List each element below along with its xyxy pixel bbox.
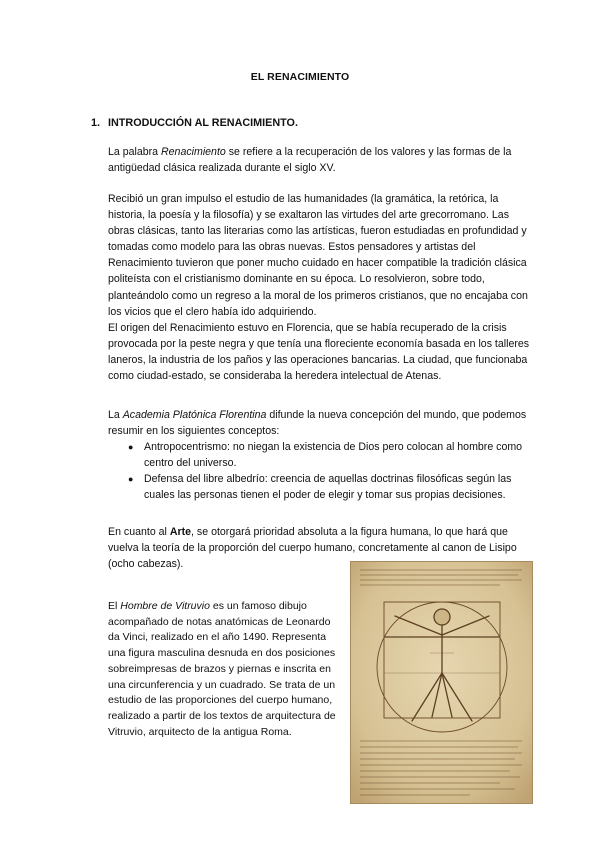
paragraph-academy	[108, 407, 530, 439]
document-title: EL RENACIMIENTO	[250, 71, 350, 83]
paragraph-definition-text-a: La palabra	[108, 146, 162, 158]
list-item-text: Defensa del libre albedrío: creencia de aquellas doctrinas filosóficas según las cuales las personas tienen el poder de elegir y tomar sus propias decisiones.	[144, 473, 512, 502]
term-arte: Arte	[169, 526, 192, 538]
paragraph-florence: El origen del Renacimiento estuvo en Florencia, que se había recuperado de la crisis provocada por la peste negra y que tenía una floreciente economía basada en los talleres laneros, la industria de los paños y las operaciones bancarias. La ciudad, que funcionaba como ciudad-estado, se consideraba la heredera intelectual de Atenas.	[108, 322, 530, 383]
paragraph-vitruvian-text-b: es un famoso dibujo acompañado de notas anatómicas de Leonardo da Vinci, realizado en el año 1490. Representa una figura masculina desnuda en dos posiciones sobreimpresas de brazos y piernas e inscrita en una circunferencia y un cuadrado. Se trata de un estudio de las proporciones del cuerpo humano, realizado a partir de los textos de arquitectura de Vitruvio, arquitecto de la antigua Roma.	[108, 600, 336, 738]
paragraph-art-text-a: En cuanto al	[108, 526, 170, 538]
list-item	[108, 471, 528, 503]
paragraph-definition-text-b: se refiere a la recuperación de los valores y las formas de la antigüedad clásica realizada durante el siglo XV.	[108, 146, 512, 175]
bullet-icon: ●	[128, 474, 134, 485]
section-heading	[91, 117, 298, 129]
term-renacimiento: Renacimiento	[161, 146, 226, 158]
paragraph-academy-text-a: La	[108, 409, 123, 421]
paragraph-academy-text-b: difunde la nueva concepción del mundo, que podemos resumir en los siguientes conceptos:	[108, 409, 527, 438]
term-hombre-de-vitruvio: Hombre de Vitruvio	[120, 600, 210, 612]
bullet-icon: ●	[128, 442, 134, 452]
paragraph-humanities: Recibió un gran impulso el estudio de las humanidades (la gramática, la retórica, la historia, la poesía y la filosofía) y se exaltaron las virtudes del arte grecorromano. Las obras clásicas, tanto las literarias como las artísticas, fueron estudiadas en profundidad y tomadas como modelo para las obras nuevas. Estos pensadores y artistas del Renacimiento tuvieron que poner mucho cuidado en hacer compatible la tradición clásica politeísta con el cristianismo dominante en su época. Lo resolvieron, sobre todo, planteándolo como un regreso a la moral de los primeros cristianos, que no encajaba con los vicios que el clero había ido adquiriendo.	[108, 193, 528, 318]
concepts-list	[108, 439, 528, 503]
paragraph-art-text-b: , se otorgará prioridad absoluta a la figura humana, lo que hará que vuelva la teoría de la proporción del cuerpo humano, concretamente al canon de Lisipo (ocho cabezas).	[108, 526, 517, 571]
vitruvian-man-image	[350, 561, 533, 804]
paragraph-definition	[108, 144, 530, 176]
section-heading-text: INTRODUCCIÓN AL RENACIMIENTO.	[108, 117, 298, 129]
list-item	[108, 439, 528, 471]
vitruvian-man-drawing	[350, 561, 533, 804]
paragraph-vitruvian-text-a: El	[108, 600, 121, 612]
section-number: 1.	[91, 117, 101, 129]
list-item-text: Antropocentrismo: no niegan la existencia de Dios pero colocan al hombre como centro del universo.	[144, 441, 523, 470]
paragraph-vitruvian	[108, 599, 340, 740]
term-academia: Academia Platónica Florentina	[122, 409, 267, 421]
